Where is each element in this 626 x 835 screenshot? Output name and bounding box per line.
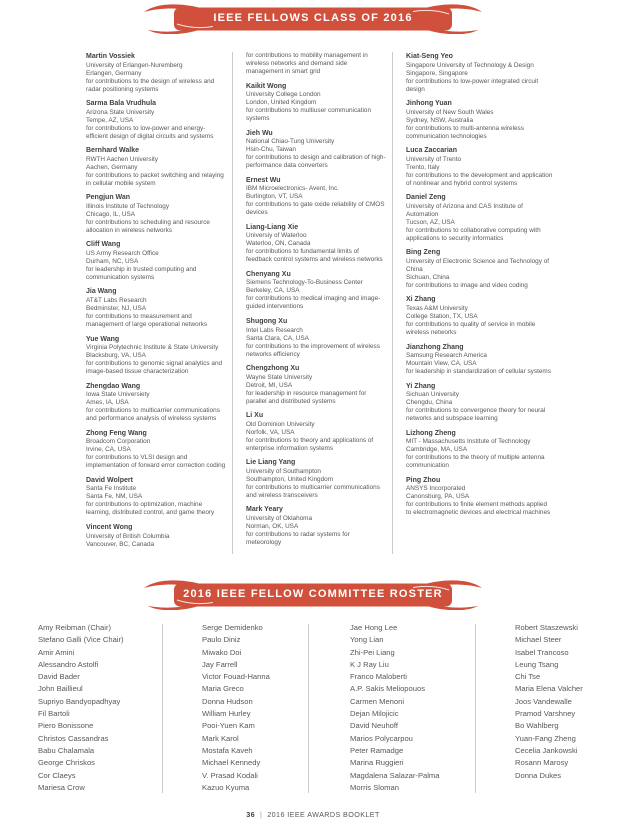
fellow-citation: for contributions to low-power integrated circuit design [406, 77, 539, 93]
roster-member-name: Carmen Menoni [350, 696, 405, 706]
fellow-name: Cliff Wang [86, 241, 121, 249]
fellow-entry [86, 287, 226, 329]
fellow-affiliation: MIT - Massachusetts Institute of Technology [406, 438, 531, 446]
fellow-affiliation: University of Southampton [246, 467, 321, 475]
fellow-location: Vancouver, BC, Canada [86, 540, 155, 548]
fellow-name: Martin Vossiek [86, 53, 135, 60]
fellow-location: Durham, NC, USA [86, 257, 139, 265]
fellow-location: Burlington, VT, USA [246, 193, 303, 201]
fellow-entry [406, 193, 553, 243]
fellow-name: Pengjun Wan [86, 194, 131, 202]
fellow-citation: for contributions to quality of service in mobile wireless networks [406, 321, 536, 337]
fellow-entry [86, 146, 226, 188]
roster-member-name: Mariesa Crow [38, 782, 85, 792]
fellow-affiliation: University of Oklahoma [246, 514, 313, 522]
fellow-citation: for contributions to the development and application of nonlinear and hybrid control systems [406, 171, 553, 187]
fellow-affiliation: Siemens Technology-To-Business Center [246, 279, 363, 287]
roster-member-name: Bo Wahlberg [515, 721, 559, 731]
roster-member-name: A.P. Sakis Meliopouos [350, 684, 425, 694]
fellow-entry [86, 240, 226, 282]
fellow-entry [86, 335, 226, 377]
fellow-location: Canonsburg, PA, USA [406, 493, 470, 501]
fellow-location: Singapore, Singapore [406, 69, 468, 77]
fellow-citation: for contributions to theory and applications of enterprise information systems [246, 436, 374, 452]
fellow-location: Blacksburg, VA, USA [86, 352, 146, 360]
roster-member-name: Pramod Varshney [515, 709, 576, 719]
fellow-name: Zhong Feng Wang [86, 429, 147, 437]
fellow-affiliation: University of British Columbia [86, 532, 170, 540]
fellow-name: Lie Liang Yang [246, 459, 296, 467]
fellows-banner [141, 4, 485, 34]
fellow-affiliation: Arizona State University [86, 108, 155, 116]
roster-member-name: Serge Demidenko [202, 623, 263, 632]
fellow-location: Detroit, MI, USA [246, 381, 293, 389]
fellow-citation: for contributions to multicarrier communications and wireless transceivers [246, 483, 380, 499]
fellow-affiliation: University of Arizona and CAS Institute of Automation [406, 202, 523, 218]
fellow-entry [246, 129, 386, 171]
fellow-citation: for contributions to convergence theory for neural networks and subspace learning [406, 407, 546, 423]
fellow-location: Trento, Italy [406, 163, 440, 171]
fellow-entry [86, 429, 226, 471]
fellow-citation: for contributions to collaborative computing with applications to security informatics [406, 226, 541, 242]
fellow-location: Southampton, United Kingdom [246, 475, 334, 483]
footer-separator: | [259, 810, 263, 819]
fellow-name: Kaikit Wong [246, 82, 287, 90]
fellow-citation: for contributions to the theory of multiple antenna communication [406, 454, 545, 470]
roster-member-name: Mark Karol [202, 733, 239, 743]
fellow-entry [86, 52, 226, 94]
roster-column-2 [202, 622, 270, 794]
roster-member-name: Christos Cassandras [38, 733, 109, 743]
fellow-affiliation: Iowa State Universiety [86, 391, 150, 399]
fellow-location: Mountain View, CA, USA [406, 360, 477, 368]
roster-member-name: Maria Greco [202, 684, 244, 694]
fellow-citation: for leadership in resource management for parallel and distributed systems [246, 389, 367, 405]
fellow-name: Sarma Bala Vrudhula [86, 100, 157, 108]
fellow-location: Cambridge, MA, USA [406, 446, 468, 454]
roster-member-name: Chi Tse [515, 672, 541, 682]
fellow-entry [406, 343, 553, 377]
fellow-location: Berkeley, CA, USA [246, 287, 300, 295]
fellow-location: Aachen, Germany [86, 163, 138, 171]
fellow-entry [86, 476, 226, 518]
fellow-location: Norfolk, VA, USA [246, 428, 295, 436]
booklet-title: 2016 IEEE AWARDS BOOKLET [267, 810, 380, 819]
fellow-location: Sichuan, China [406, 273, 450, 281]
fellow-affiliation: Intel Labs Research [246, 326, 303, 334]
fellow-location: Erlangen, Germany [86, 69, 142, 77]
fellow-location: Waterloo, ON, Canada [246, 240, 311, 248]
fellows-column-divider [232, 52, 233, 554]
roster-column-4 [515, 622, 583, 782]
fellow-affiliation: Texas A&M University [406, 305, 468, 313]
fellow-location: Irvine, CA, USA [86, 446, 131, 454]
fellow-entry [406, 52, 553, 94]
fellow-citation: for contributions to measurement and management of large operational networks [86, 313, 208, 329]
roster-member-name: Donna Hudson [202, 696, 253, 706]
fellow-location: Tucson, AZ, USA [406, 218, 455, 226]
fellows-column-divider [392, 52, 393, 554]
roster-member-name: Peter Ramadge [350, 745, 404, 755]
fellow-location: Santa Fe, NM, USA [86, 493, 143, 501]
roster-member-name: Jay Farrell [202, 659, 238, 669]
fellow-entry [246, 505, 386, 547]
fellow-entry [86, 99, 226, 141]
roster-member-name: V. Prasad Kodali [202, 770, 258, 780]
fellow-name: Jia Wang [86, 288, 117, 296]
fellow-name: Luca Zaccarian [406, 147, 457, 155]
fellow-affiliation: Santa Fe Institute [86, 485, 137, 493]
fellow-entry [246, 317, 386, 359]
fellow-entry [406, 429, 553, 471]
fellow-entry [406, 295, 553, 337]
roster-member-name: Yong Lian [350, 635, 384, 645]
fellow-entry [246, 223, 386, 265]
fellows-column-1 [86, 52, 226, 554]
fellow-location: Ames, IA, USA [86, 399, 129, 407]
fellow-location: Chicago, IL, USA [86, 210, 136, 218]
roster-member-name: Marina Ruggieri [350, 758, 404, 768]
fellow-entry [406, 248, 553, 290]
roster-member-name: Maria Elena Valcher [515, 684, 583, 694]
fellow-name: Liang-Liang Xie [246, 223, 299, 231]
roster-member-name: Magdalena Salazar-Palma [350, 770, 440, 780]
fellow-entry [406, 382, 553, 424]
roster-banner-title: 2016 IEEE FELLOW COMMITTEE ROSTER [183, 588, 443, 600]
fellow-name: Shugong Xu [246, 317, 288, 325]
fellow-location: Sydney, NSW, Australia [406, 116, 474, 124]
fellow-name: Ping Zhou [406, 476, 441, 484]
fellow-citation: for contributions to medical imaging and image-guided interventions [246, 295, 381, 311]
roster-member-name: George Chriskos [38, 758, 95, 768]
roster-member-name: Michael Kennedy [202, 758, 261, 768]
fellow-name: Daniel Zeng [406, 194, 446, 202]
roster-column-1 [38, 622, 124, 794]
fellow-name: Bing Zeng [406, 249, 441, 257]
roster-member-name: Yuan-Fang Zheng [515, 733, 576, 743]
roster-member-name: Amir Amini [38, 647, 75, 657]
fellow-citation: for leadership in trusted computing and communication systems [86, 265, 197, 281]
fellow-affiliation: RWTH Aachen University [86, 155, 158, 163]
roster-member-name: Stefano Galli (Vice Chair) [38, 635, 124, 645]
fellow-citation: for contributions to VLSI design and implementation of forward error correction coding [86, 454, 226, 470]
fellow-affiliation: Samsung Research America [406, 352, 487, 360]
roster-column-divider [162, 624, 163, 793]
fellow-entry [406, 146, 553, 188]
fellows-column-2 [246, 52, 386, 554]
fellow-name: David Wolpert [86, 476, 133, 484]
fellow-citation: for contributions to the design of wireless and radar positioning systems [86, 77, 215, 93]
fellow-affiliation: ANSYS Incorporated [406, 485, 466, 493]
fellow-affiliation: Sichuan University [406, 391, 459, 399]
fellow-affiliation: University of Trento [406, 155, 462, 163]
roster-member-name: Morris Sloman [350, 782, 399, 792]
roster-member-name: Dejan Milojicic [350, 709, 399, 719]
fellow-citation: for contributions to genomic signal analytics and image-based tissue characterization [86, 360, 223, 376]
roster-member-name: Supriyo Bandyopadhyay [38, 696, 121, 706]
roster-member-name: Cor Claeys [38, 770, 76, 780]
roster-member-name: Babu Chalamala [38, 745, 95, 755]
fellow-affiliation: IBM Microelectronics- Avent, Inc. [246, 185, 339, 193]
roster-member-name: Alessandro Astolfi [38, 659, 99, 669]
fellow-entry [86, 523, 226, 549]
fellow-entry [246, 411, 386, 453]
fellow-citation: for contributions to packet switching and relaying in cellular mobile system [86, 171, 224, 187]
fellow-entry [246, 176, 386, 218]
roster-member-name: Joos Vandewalle [515, 696, 572, 706]
fellow-location: London, United Kingdom [246, 99, 317, 107]
roster-column-divider [308, 624, 309, 793]
fellow-affiliation: Singapore University of Technology & Design [406, 61, 534, 69]
fellow-citation: for contributions to design and calibration of high-performance data converters [246, 154, 386, 170]
fellows-section [86, 52, 553, 554]
fellows-column-3 [406, 52, 553, 554]
roster-member-name: David Bader [38, 672, 80, 682]
fellow-entry [86, 193, 226, 235]
roster-member-name: Amy Reibman (Chair) [38, 623, 112, 632]
fellow-entry [246, 364, 386, 406]
fellow-affiliation: Illinois Institute of Technology [86, 202, 170, 210]
page-number: 36 [246, 810, 255, 819]
fellow-entry [406, 476, 553, 518]
fellow-citation: for contributions to gate oxide reliability of CMOS devices [246, 201, 385, 217]
fellow-name: Vincent Wong [86, 523, 133, 531]
roster-member-name: Jae Hong Lee [350, 623, 398, 632]
roster-member-name: David Neuhoff [350, 721, 398, 731]
fellow-location: Bedminster, NJ, USA [86, 305, 147, 313]
roster-member-name: William Hurley [202, 709, 251, 719]
fellow-entry [86, 382, 226, 424]
fellow-affiliation: University of Electronic Science and Technology of China [406, 257, 550, 273]
roster-member-name: Leung Tsang [515, 659, 559, 669]
roster-member-name: Franco Maloberti [350, 672, 407, 682]
fellow-citation: for contributions to multi-antenna wireless communication technologies [406, 124, 524, 140]
roster-member-name: Kazuo Kyuma [202, 782, 250, 792]
roster-member-name: Marios Polycarpou [350, 733, 413, 743]
roster-member-name: Victor Fouad-Hanna [202, 672, 270, 682]
roster-member-name: Piero Bonissone [38, 721, 94, 731]
fellow-name: Chenyang Xu [246, 270, 291, 278]
fellow-name: Li Xu [246, 412, 264, 420]
fellow-name: Mark Yeary [246, 506, 283, 514]
roster-member-name: John Baillieul [38, 684, 83, 694]
fellow-affiliation: National Chiao-Tung University [246, 138, 335, 146]
roster-member-name: Donna Dukes [515, 770, 562, 780]
fellow-affiliation: Universiy of Waterloo [246, 232, 307, 240]
fellow-location: College Station, TX, USA [406, 313, 478, 321]
fellow-citation: for contributions to mobility management in wireless networks and demand side management in smart grid [246, 52, 368, 75]
fellow-location: Norman, OK, USA [246, 522, 299, 530]
fellow-affiliation: University College London [246, 91, 321, 99]
fellow-location: Chengdu, China [406, 399, 453, 407]
roster-member-name: Mostafa Kaveh [202, 745, 253, 755]
roster-member-name: Fil Bartoli [38, 709, 70, 719]
fellow-name: Yue Wang [86, 335, 120, 343]
roster-column-divider [475, 624, 476, 793]
fellow-name: Chengzhong Xu [246, 365, 300, 373]
fellow-citation: for contributions to scheduling and resource allocation in wireless networks [86, 218, 210, 234]
fellow-name: Bernhard Walke [86, 147, 140, 155]
roster-member-name: Isabel Trancoso [515, 647, 569, 657]
roster-member-name: Zhi-Pei Liang [350, 647, 395, 657]
fellow-affiliation: Broadcom Corporation [86, 438, 151, 446]
fellow-name: Lizhong Zheng [406, 429, 456, 437]
roster-column-3 [350, 622, 440, 794]
fellow-affiliation: US Army Research Office [86, 249, 159, 257]
fellow-citation: for contributions to multiuser communication systems [246, 107, 372, 123]
fellow-location: Tempe, AZ, USA [86, 116, 134, 124]
fellow-name: Kiat-Seng Yeo [406, 53, 453, 60]
fellows-banner-title: IEEE FELLOWS CLASS OF 2016 [213, 12, 413, 24]
fellow-entry [246, 82, 386, 124]
fellow-citation: for contributions to image and video coding [406, 281, 528, 289]
fellow-affiliation: Virginia Polytechnic Institute & State University [86, 344, 219, 352]
roster-member-name: K J Ray Liu [350, 659, 389, 669]
fellow-affiliation: AT&T Labs Research [86, 297, 147, 305]
roster-member-name: Miwako Doi [202, 647, 242, 657]
fellow-citation: for contributions to optimization, machine learning, distributed control, and game theory [86, 501, 215, 517]
fellow-citation: for contributions to the improvement of wireless networks efficiency [246, 342, 380, 358]
fellow-citation: for contributions to multicarrier communications and performance analysis of wireless systems [86, 407, 220, 423]
fellow-location: Hsin-Chu, Taiwan [246, 146, 296, 154]
fellow-name: Jianzhong Zhang [406, 343, 464, 351]
fellow-name: Ernest Wu [246, 176, 281, 184]
fellow-entry [246, 52, 386, 76]
fellow-citation: for leadership in standardization of cellular systems [406, 368, 551, 376]
fellow-citation: for contributions to finite element methods applied to electromagnetic devices and electrical machines [406, 501, 551, 517]
fellow-name: Zhengdao Wang [86, 382, 141, 390]
fellow-name: Xi Zhang [406, 296, 436, 304]
fellow-entry [246, 270, 386, 312]
roster-member-name: Pooi-Yuen Kam [202, 721, 255, 731]
page-footer [0, 810, 626, 819]
roster-member-name: Cecelia Jankowski [515, 745, 578, 755]
fellow-citation: for contributions to low-power and energy-efficient design of digital circuits and systems [86, 124, 214, 140]
fellow-name: Jinhong Yuan [406, 100, 452, 108]
fellow-name: Jieh Wu [246, 129, 273, 137]
fellow-citation: for contributions to fundamental limits of feedback control systems and wireless networks [246, 248, 383, 264]
roster-member-name: Rosann Marosy [515, 758, 569, 768]
roster-member-name: Paulo Diniz [202, 635, 241, 645]
roster-member-name: Michael Steer [515, 635, 562, 645]
fellow-location: Santa Clara, CA, USA [246, 334, 309, 342]
fellow-entry [406, 99, 553, 141]
fellow-affiliation: University of Erlangen-Nuremberg [86, 61, 183, 69]
fellow-affiliation: Wayne State University [246, 373, 313, 381]
roster-banner [141, 580, 485, 610]
fellow-name: Yi Zhang [406, 382, 436, 390]
fellow-affiliation: Old Dominion University [246, 420, 315, 428]
fellow-citation: for contributions to radar systems for meteorology [246, 530, 350, 546]
fellow-affiliation: University of New South Wales [406, 108, 494, 116]
roster-member-name: Robert Staszewski [515, 623, 578, 632]
fellow-entry [246, 458, 386, 500]
